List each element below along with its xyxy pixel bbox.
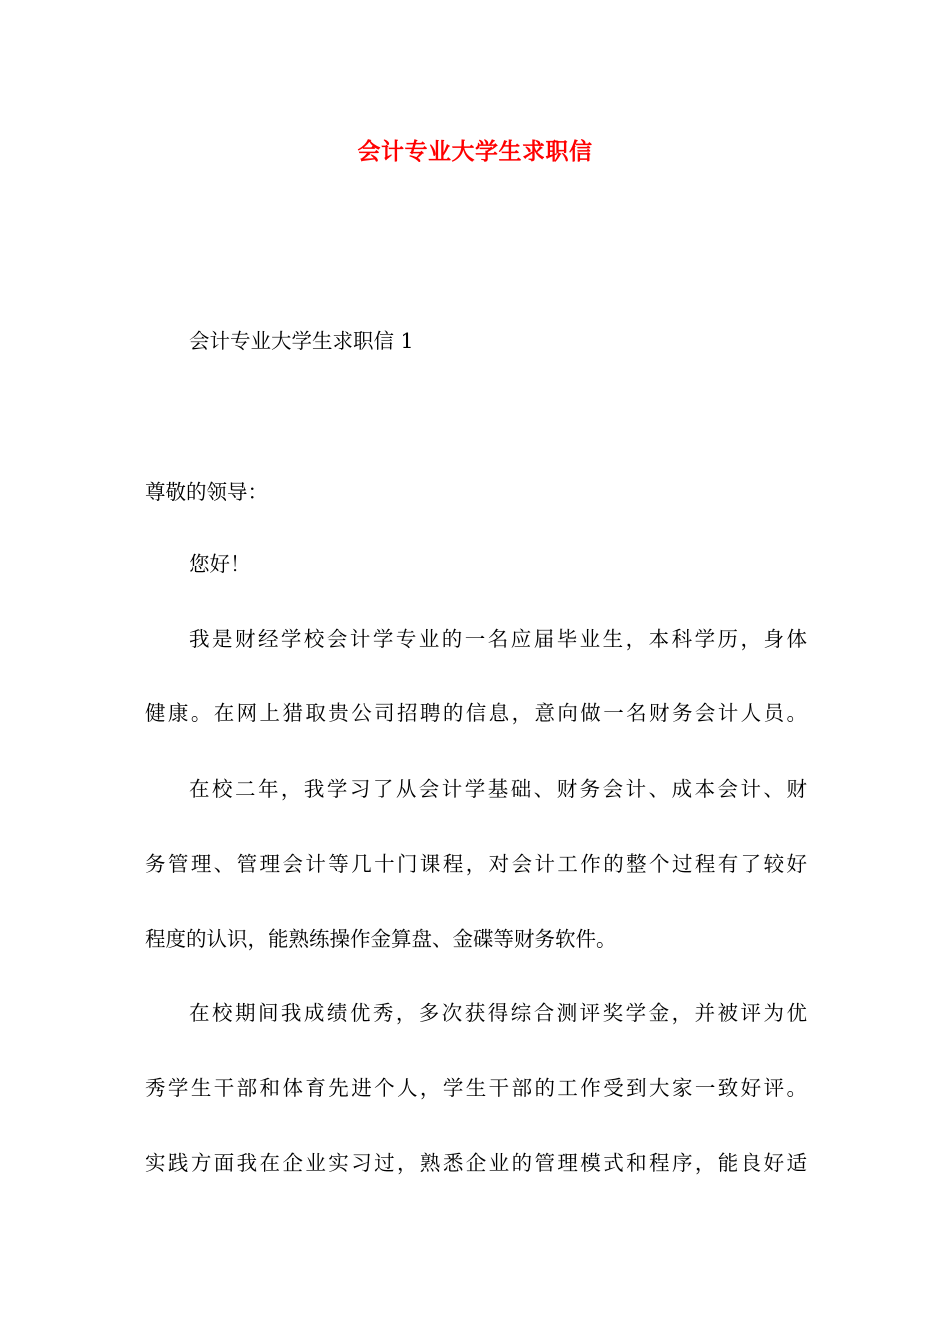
body-line: 我是财经学校会计学专业的一名应届毕业生，本科学历，身体 bbox=[189, 627, 807, 651]
greeting: 您好！ bbox=[189, 552, 251, 576]
letter-heading: 会计专业大学生求职信 1 bbox=[189, 329, 414, 353]
body-line: 健康。在网上猎取贵公司招聘的信息，意向做一名财务会计人员。 bbox=[145, 701, 807, 725]
body-line: 在校二年，我学习了从会计学基础、财务会计、成本会计、财 bbox=[189, 777, 807, 801]
body-line: 在校期间我成绩优秀，多次获得综合测评奖学金，并被评为优 bbox=[189, 1001, 807, 1025]
body-line: 程度的认识，能熟练操作金算盘、金碟等财务软件。 bbox=[145, 927, 617, 951]
body-line: 秀学生干部和体育先进个人，学生干部的工作受到大家一致好评。 bbox=[145, 1076, 807, 1100]
salutation: 尊敬的领导： bbox=[145, 480, 268, 504]
body-line: 实践方面我在企业实习过，熟悉企业的管理模式和程序，能良好适 bbox=[145, 1151, 807, 1175]
document-title: 会计专业大学生求职信 bbox=[357, 138, 593, 165]
body-line: 务管理、管理会计等几十门课程，对会计工作的整个过程有了较好 bbox=[145, 852, 807, 876]
